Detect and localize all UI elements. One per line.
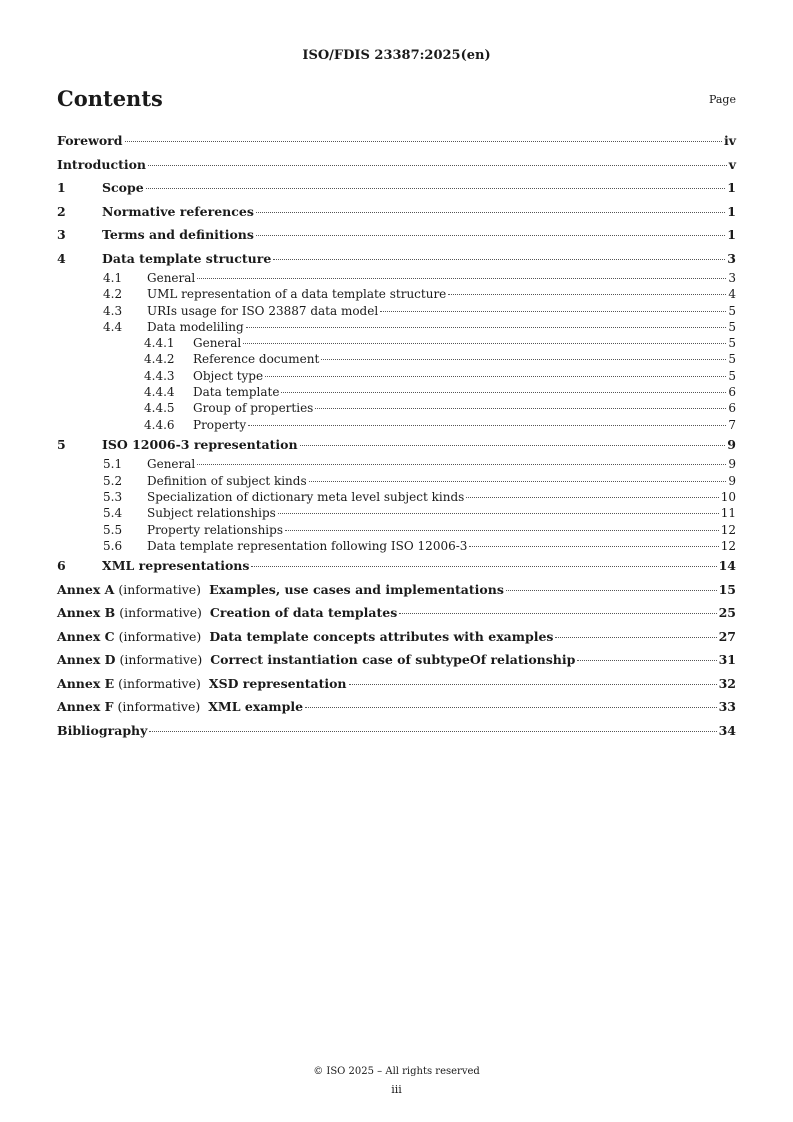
toc-dot-leader: [349, 684, 717, 685]
toc-entry[interactable]: [57, 625, 736, 649]
toc-dot-leader: [149, 731, 716, 732]
toc-entry-number: 4.4.2: [144, 352, 175, 367]
toc-entry-number: 5.4: [103, 506, 123, 521]
toc-entry-number: 4: [57, 250, 66, 266]
toc-entry-title: Data template concepts attributes with examples: [209, 628, 554, 644]
toc-entry-title: Terms and definitions: [102, 227, 254, 242]
toc-entry[interactable]: [57, 303, 736, 319]
table-of-contents: [57, 129, 736, 742]
toc-entry-page: 5: [728, 303, 736, 318]
toc-entry-number: 4.3: [103, 303, 123, 318]
toc-dot-leader: [469, 546, 718, 547]
document-header: ISO/FDIS 23387:2025(en): [302, 48, 491, 63]
toc-entry[interactable]: [57, 400, 736, 416]
toc-entry-title: Introduction: [57, 156, 147, 172]
toc-annex-label: Annex E: [57, 675, 115, 691]
toc-entry-number: 5.6: [103, 538, 123, 553]
toc-entry[interactable]: [57, 286, 736, 302]
toc-entry-page: 12: [720, 538, 736, 553]
toc-entry-page: 14: [718, 558, 736, 574]
toc-entry-title: Group of properties: [193, 401, 314, 416]
toc-dot-leader: [315, 408, 726, 409]
toc-entry-page: 3: [727, 250, 736, 266]
toc-dot-leader: [243, 343, 726, 344]
toc-dot-leader: [281, 392, 726, 393]
toc-entry-title: XML example: [208, 699, 304, 715]
toc-entry-page: 31: [718, 652, 736, 668]
toc-dot-leader: [506, 590, 717, 591]
toc-dot-leader: [146, 188, 726, 189]
toc-entry-page: 1: [727, 227, 736, 242]
toc-dot-leader: [265, 376, 726, 377]
toc-entry-page: 5: [728, 336, 736, 351]
toc-annex-informative: (informative): [118, 675, 201, 691]
page-column-label: Page: [708, 93, 736, 106]
toc-dot-leader: [125, 141, 722, 142]
toc-entry-number: 6: [57, 558, 66, 574]
toc-entry-page: 1: [727, 203, 736, 219]
toc-entry-page: 5: [728, 368, 736, 383]
toc-dot-leader: [278, 513, 719, 514]
toc-entry-title: Data template: [193, 385, 280, 400]
toc-entry-title: Bibliography: [57, 722, 148, 738]
toc-entry-page: 4: [728, 287, 736, 302]
toc-entry-title: XML representations: [102, 558, 250, 574]
toc-entry[interactable]: [57, 538, 736, 554]
toc-entry[interactable]: [57, 601, 736, 625]
toc-entry-number: 1: [57, 180, 66, 195]
toc-entry-page: 34: [718, 722, 736, 738]
toc-entry[interactable]: [57, 672, 736, 696]
toc-entry-page: 11: [720, 506, 736, 521]
toc-entry[interactable]: [57, 319, 736, 335]
toc-entry-number: 5: [57, 436, 66, 452]
toc-entry-title: Creation of data templates: [209, 605, 398, 621]
toc-entry-page: 5: [728, 319, 736, 334]
toc-entry-title: Specialization of dictionary meta level subject kinds: [147, 490, 465, 505]
toc-entry-number: 5.2: [103, 473, 123, 488]
toc-annex-informative: (informative): [117, 699, 201, 715]
page-number: iii: [391, 1083, 402, 1096]
toc-dot-leader: [273, 259, 725, 260]
toc-entry-number: 5.5: [103, 522, 123, 537]
toc-entry-title: Object type: [193, 368, 264, 383]
toc-dot-leader: [577, 660, 716, 661]
toc-entry-number: 4.4.1: [144, 336, 175, 351]
toc-entry-title: Reference document: [193, 352, 320, 367]
toc-entry-title: Subject relationships: [147, 506, 276, 521]
toc-entry-number: 4.4: [103, 319, 123, 334]
toc-entry-page: 12: [720, 522, 736, 537]
toc-entry-page: 7: [728, 417, 736, 432]
toc-entry-number: 4.2: [103, 287, 123, 302]
toc-entry[interactable]: [57, 129, 736, 153]
toc-dot-leader: [256, 212, 725, 213]
toc-entry-number: 4.1: [103, 271, 123, 285]
toc-entry[interactable]: [57, 247, 736, 271]
toc-entry-title: Scope: [102, 180, 144, 195]
toc-entry[interactable]: [57, 433, 736, 457]
toc-entry[interactable]: [57, 176, 736, 200]
toc-entry-page: 25: [718, 605, 736, 621]
toc-entry[interactable]: [57, 554, 736, 578]
toc-entry[interactable]: [57, 648, 736, 672]
toc-annex-informative: (informative): [119, 652, 203, 668]
toc-entry[interactable]: [57, 351, 736, 367]
toc-entry-page: 9: [728, 457, 736, 472]
toc-entry-title: Property relationships: [147, 522, 283, 537]
toc-dot-leader: [148, 165, 727, 166]
toc-entry-number: 5.1: [103, 457, 123, 472]
contents-title: Contents: [57, 86, 163, 111]
toc-entry-title: Normative references: [102, 203, 254, 219]
toc-entry[interactable]: [57, 384, 736, 400]
toc-entry-number: 4.4.4: [144, 385, 175, 400]
toc-annex-label: Annex B: [57, 605, 116, 621]
toc-entry-number: 4.4.3: [144, 368, 175, 383]
toc-dot-leader: [197, 464, 726, 465]
toc-entry[interactable]: [57, 505, 736, 521]
toc-entry-title: Examples, use cases and implementations: [209, 581, 504, 597]
toc-entry-title: Correct instantiation case of subtypeOf relationship: [210, 652, 576, 668]
toc-entry[interactable]: [57, 522, 736, 538]
toc-entry-number: 4.4.5: [144, 401, 175, 416]
toc-entry-title: Data modeliling: [147, 319, 244, 334]
toc-entry-title: URIs usage for ISO 23887 data model: [147, 303, 379, 318]
toc-entry-title: UML representation of a data template structure: [147, 287, 447, 302]
toc-entry[interactable]: [57, 335, 736, 351]
toc-dot-leader: [466, 497, 718, 498]
toc-dot-leader: [448, 294, 726, 295]
toc-dot-leader: [246, 327, 727, 328]
toc-entry-title: Property: [193, 417, 247, 432]
toc-annex-informative: (informative): [118, 581, 202, 597]
toc-dot-leader: [197, 278, 726, 279]
toc-dot-leader: [251, 566, 716, 567]
toc-entry-number: 4.4.6: [144, 417, 175, 432]
toc-entry[interactable]: [57, 473, 736, 489]
toc-entry-page: 3: [728, 271, 736, 285]
toc-entry[interactable]: [57, 153, 736, 177]
toc-dot-leader: [309, 481, 727, 482]
toc-dot-leader: [300, 445, 726, 446]
toc-annex-label: Annex D: [57, 652, 116, 668]
toc-entry-page: 1: [727, 180, 736, 195]
toc-entry[interactable]: [57, 489, 736, 505]
toc-entry-title: XSD representation: [208, 675, 347, 691]
toc-entry-page: 27: [718, 628, 736, 644]
toc-annex-label: Annex F: [57, 699, 114, 715]
toc-entry-page: 10: [720, 490, 736, 505]
toc-dot-leader: [380, 311, 726, 312]
toc-dot-leader: [285, 530, 719, 531]
toc-entry[interactable]: [57, 695, 736, 719]
toc-entry-number: 3: [57, 227, 66, 242]
toc-dot-leader: [248, 425, 726, 426]
toc-entry[interactable]: [57, 368, 736, 384]
toc-entry[interactable]: [57, 578, 736, 602]
toc-entry-page: 9: [727, 436, 736, 452]
toc-entry-title: ISO 12006-3 representation: [102, 436, 298, 452]
toc-entry[interactable]: [57, 456, 736, 472]
toc-entry-page: 6: [728, 385, 736, 400]
toc-entry[interactable]: [57, 417, 736, 433]
toc-entry-page: iv: [723, 133, 736, 148]
toc-entry-number: 2: [57, 203, 66, 219]
toc-entry[interactable]: [57, 200, 736, 224]
toc-entry[interactable]: [57, 270, 736, 286]
toc-dot-leader: [256, 235, 725, 236]
toc-entry-page: v: [728, 156, 736, 172]
toc-dot-leader: [321, 359, 726, 360]
toc-entry-title: Definition of subject kinds: [147, 473, 307, 488]
toc-entry[interactable]: [57, 719, 736, 743]
toc-entry-page: 6: [728, 401, 736, 416]
toc-dot-leader: [399, 613, 716, 614]
toc-dot-leader: [555, 637, 716, 638]
toc-annex-label: Annex C: [57, 628, 115, 644]
toc-annex-informative: (informative): [119, 605, 202, 621]
toc-entry-page: 9: [728, 473, 736, 488]
toc-annex-informative: (informative): [118, 628, 202, 644]
toc-dot-leader: [305, 707, 717, 708]
toc-annex-label: Annex A: [57, 581, 115, 597]
toc-entry-number: 5.3: [103, 490, 123, 505]
toc-entry-page: 15: [718, 581, 736, 597]
toc-entry-title: Data template structure: [102, 250, 272, 266]
toc-entry-title: General: [147, 271, 196, 285]
toc-entry[interactable]: [57, 223, 736, 247]
toc-entry-page: 33: [718, 699, 736, 715]
toc-entry-page: 32: [718, 675, 736, 691]
toc-entry-title: Data template representation following ISO 12006-3: [147, 538, 468, 553]
toc-entry-title: General: [193, 336, 242, 351]
copyright-footer: © ISO 2025 – All rights reserved: [313, 1066, 480, 1077]
toc-entry-page: 5: [728, 352, 736, 367]
toc-entry-title: Foreword: [57, 133, 123, 148]
toc-entry-title: General: [147, 457, 196, 472]
